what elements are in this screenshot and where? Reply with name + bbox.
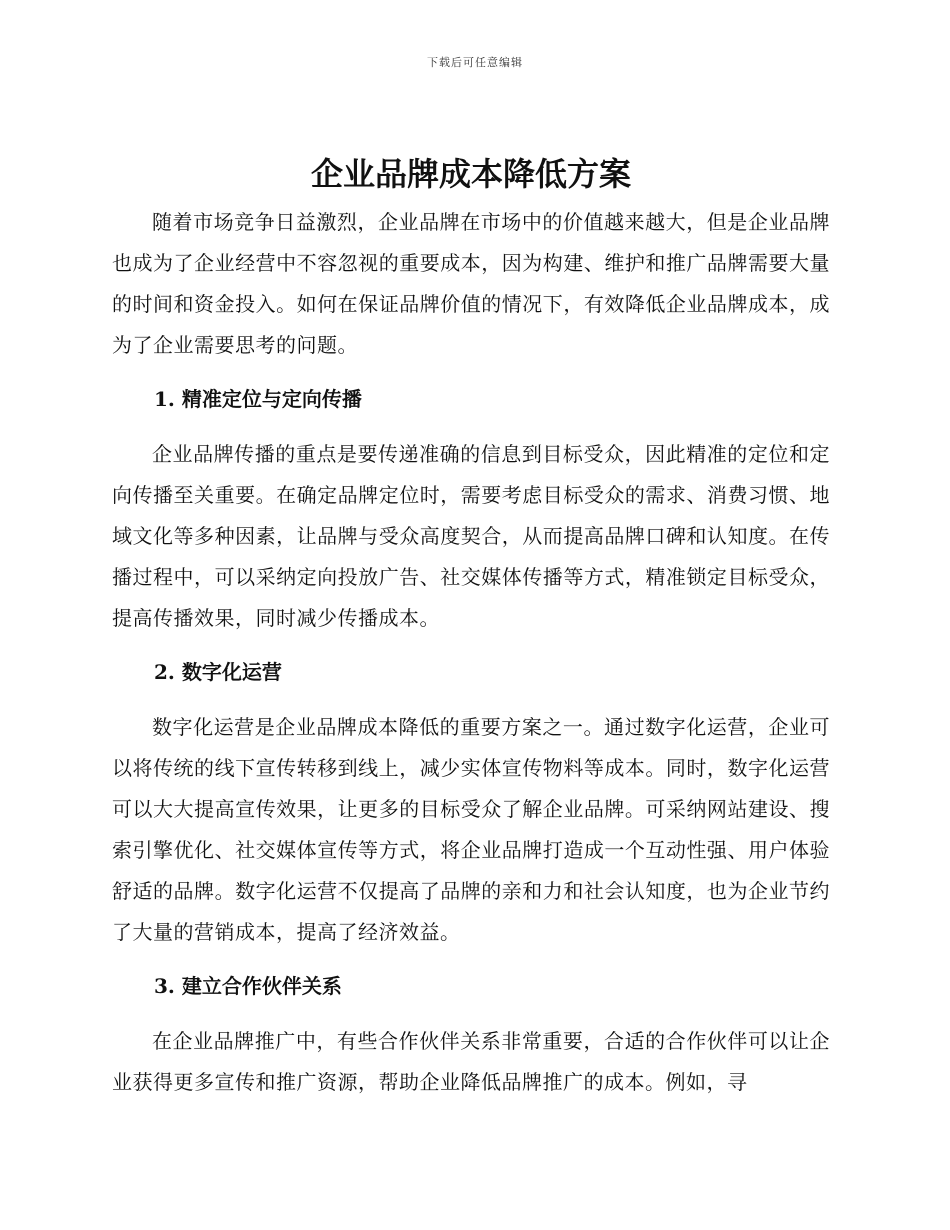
section-body-3: 在企业品牌推广中，有些合作伙伴关系非常重要，合适的合作伙伴可以让企业获得更多宣传和推广资源，帮助企业降低品牌推广的成本。例如，寻 bbox=[112, 1029, 830, 1094]
section-body-2: 数字化运营是企业品牌成本降低的重要方案之一。通过数字化运营，企业可以将传统的线下宣传转移到线上，减少实体宣传物料等成本。同时，数字化运营可以大大提高宣传效果，让更多的目标受众了解企业品牌。可采纳网站建设、搜索引擎优化、社交媒体宣传等方式，将企业品牌打造成一个互动性强、用户体验舒适的品牌。数字化运营不仅提高了品牌的亲和力和社会认知度，也为企业节约了大量的营销成本，提高了经济效益。 bbox=[112, 715, 830, 944]
document-title: 企业品牌成本降低方案 bbox=[310, 155, 631, 193]
section-heading-2: 2. 数字化运营 bbox=[154, 660, 282, 684]
page-header: 下载后可任意编辑 bbox=[427, 56, 523, 69]
section-heading-3: 3. 建立合作伙伴关系 bbox=[154, 974, 342, 998]
section-body-1: 企业品牌传播的重点是要传递准确的信息到目标受众，因此精准的定位和定向传播至关重要。在确定品牌定位时，需要考虑目标受众的需求、消费习惯、地域文化等多种因素，让品牌与受众高度契合，从而提高品牌口碑和认知度。在传播过程中，可以采纳定向投放广告、社交媒体传播等方式，精准锁定目标受众，提高传播效果，同时减少传播成本。 bbox=[112, 442, 830, 630]
intro-paragraph: 随着市场竞争日益激烈，企业品牌在市场中的价值越来越大，但是企业品牌也成为了企业经营中不容忽视的重要成本，因为构建、维护和推广品牌需要大量的时间和资金投入。如何在保证品牌价值的情况下，有效降低企业品牌成本，成为了企业需要思考的问题。 bbox=[112, 210, 830, 357]
section-heading-1: 1. 精准定位与定向传播 bbox=[154, 387, 362, 411]
document-body bbox=[112, 150, 830, 1103]
